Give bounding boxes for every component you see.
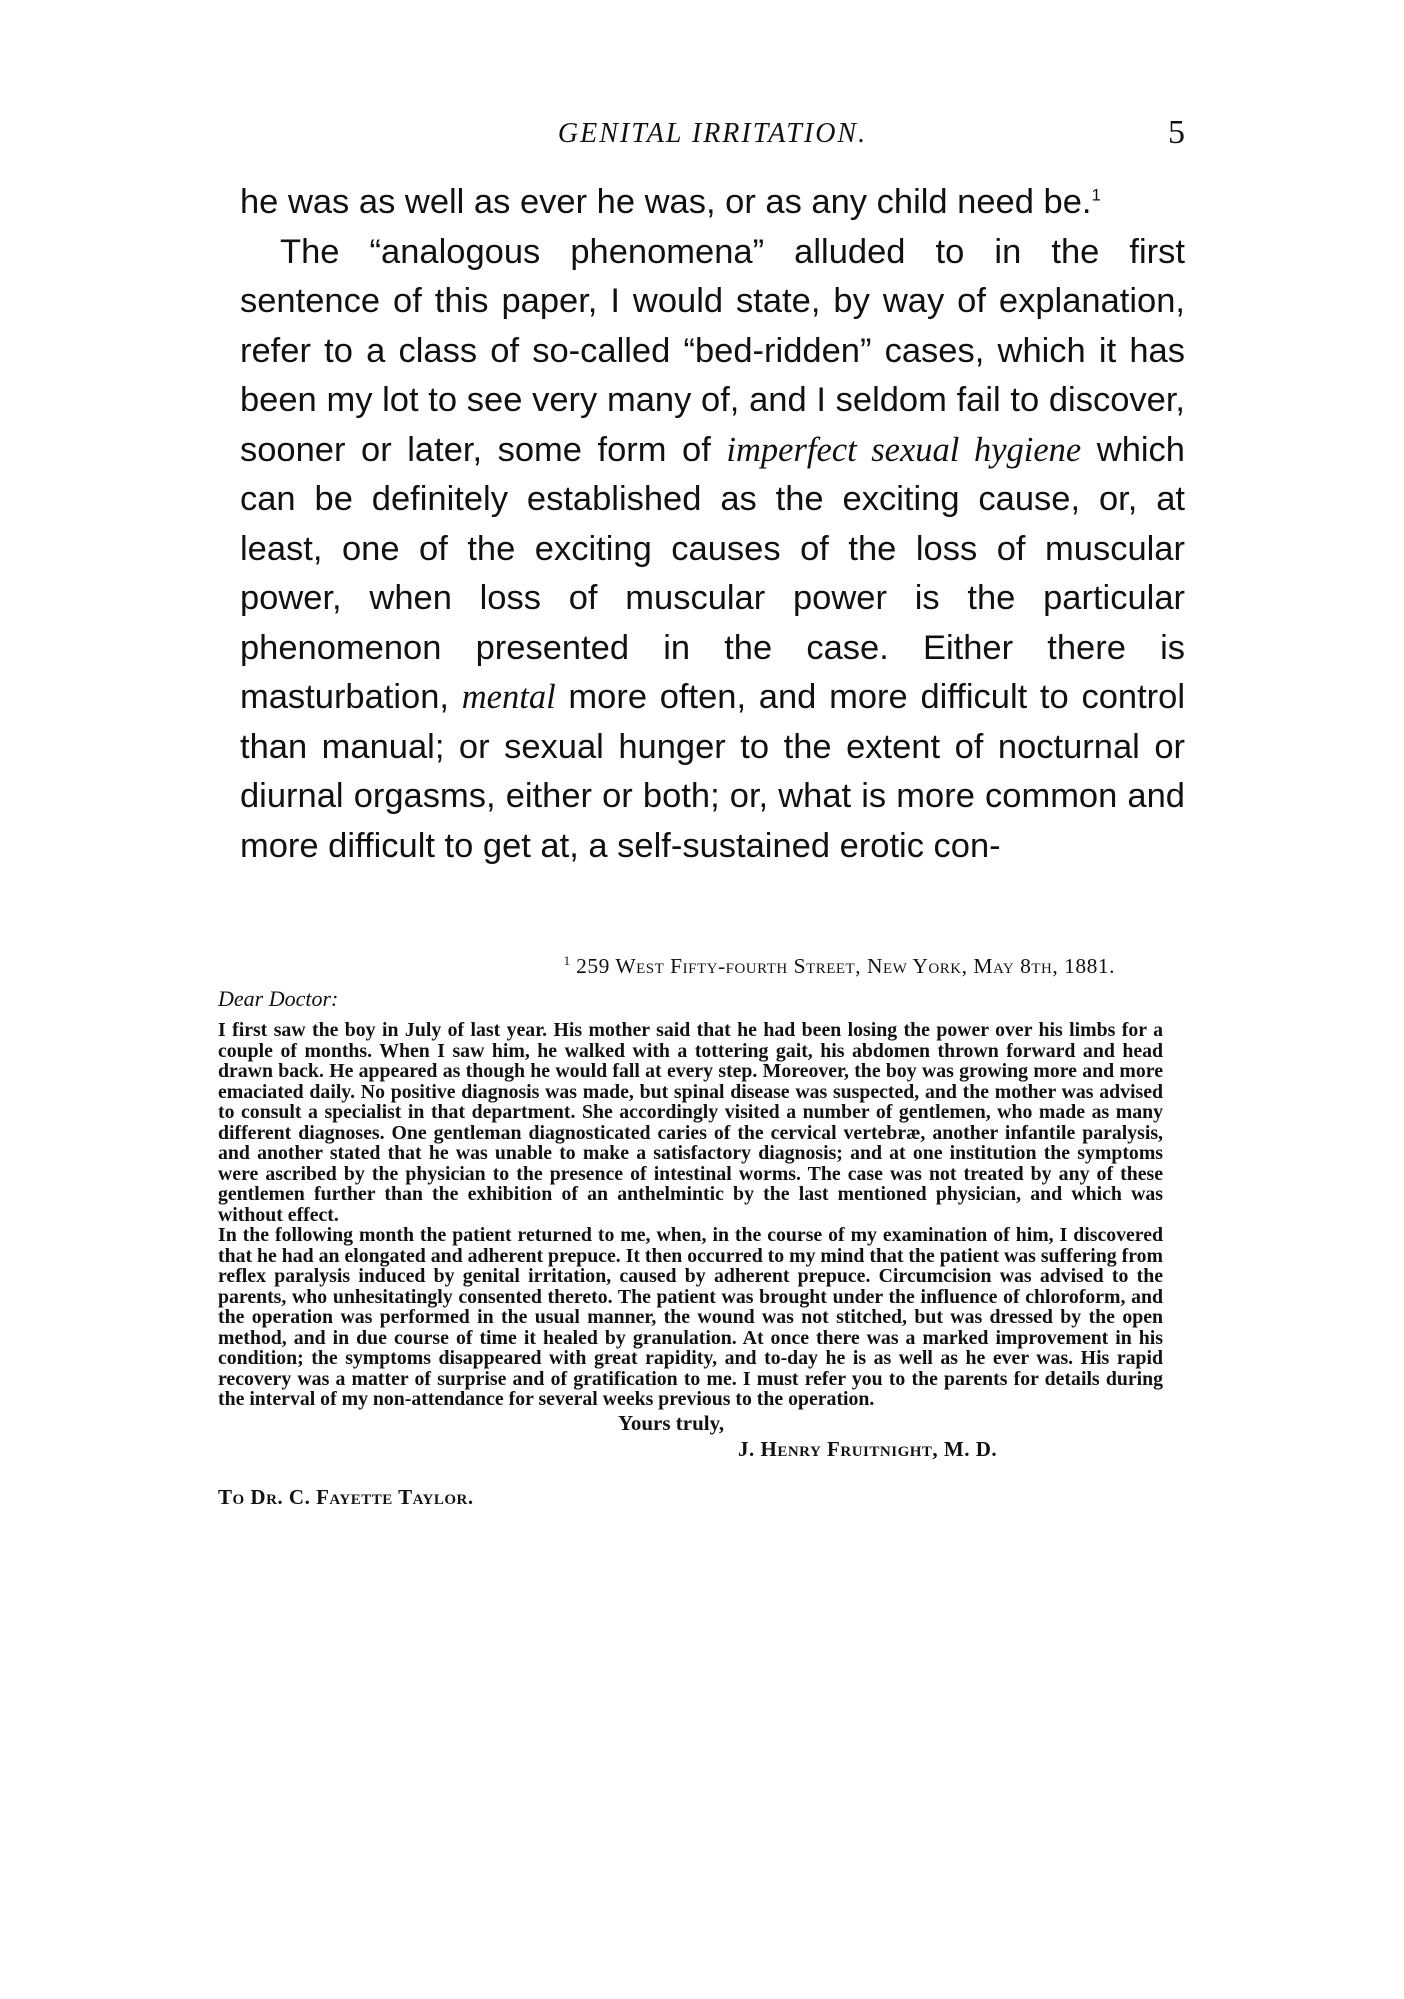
letter-paragraph-2: In the following month the patient returned to me, when, in the course of my examination of him, I discovered that he had an elongated and adherent prepuce. It then occurred to my mind that the patient was suffering from reflex paralysis induced by genital irritation, caused by adherent prepuce. Circumcision was advised to the parents, who unhesitatingly consented thereto. The patient was brought under the influence of chloroform, and the operation was performed in the usual manner, the wound was not stitched, but was dressed by the open method, and in due course of time it healed by granulation. At once there was a marked improvement in his condition; the symptoms disappeared with great rapidity, and to-day he is as well as he ever was. His rapid recovery was a matter of surprise and of gratification to me. I must refer you to the parents for details during the interval of my non-attendance for several weeks previous to the operation. [218,1224,1163,1410]
footnote-date-text: 259 West Fifty-fourth Street, New York, May 8th, 1881. [576,954,1115,978]
letter-paragraph-1: I first saw the boy in July of last year. His mother said that he had been losing the power over his limbs for a couple of months. When I saw him, he walked with a tottering gait, his abdomen thrown forward and head drawn back. He appeared as though he would fall at every step. Moreover, the boy was growing more and more emaciated daily. No positive diagnosis was made, but spinal disease was suspected, and the mother was advised to consult a specialist in that department. She accordingly visited a number of gentlemen, who made as many different diagnoses. One gentleman diagnosticated caries of the cervical vertebræ, another infantile paralysis, and another stated that he was unable to make a satisfactory diagnosis; and at one institution the symptoms were ascribed by the physician to the presence of intestinal worms. The case was not treated by any of these gentlemen further than the exhibition of an anthelmintic by the last mentioned physician, and which was without effect. [218,1019,1163,1226]
paragraph-text-part-3: more often, and more difficult to control than manual; or sexual hunger to the extent of nocturnal or diurnal orgasms, either or both; or, what is more common and more difficult to get at, a self-sustained erotic con- [240,678,1185,865]
main-text [240,178,1185,871]
letter-recipient: To Dr. C. Fayette Taylor. [218,1484,474,1509]
footnote-marker: 1 [563,952,571,968]
footnote-date-line [218,952,1163,980]
letter-closing: Yours truly, [618,1410,725,1435]
paragraph-text-part-2: which can be definitely established as the exciting cause, or, at least, one of the exciting causes of the loss of muscular power, when loss of muscular power is the particular phenomenon presented in the case. Either there is masturbation, [240,430,1185,716]
letter-signature: J. Henry Fruitnight, M. D. [738,1436,998,1461]
italic-phrase-imperfect-hygiene: imperfect sexual hygiene [726,430,1082,469]
paragraph-analogous-phenomena [240,228,1185,872]
letter-salutation: Dear Doctor: [218,986,339,1011]
running-title: GENITAL IRRITATION. [557,118,868,149]
running-head [240,114,1185,158]
paragraph-continued [240,178,1185,228]
page-number: 5 [1168,114,1185,151]
footnote-reference: 1 [1091,185,1101,205]
paragraph-continued-text: he was as well as ever he was, or as any child need be. [240,183,1092,221]
italic-word-mental: mental [461,678,556,716]
footnote [218,952,1163,1510]
paragraph-text-part-1: The “analogous phenomena” alluded to in the first sentence of this paper, I would state, by way of explanation, refer to a class of so-called “bed-ridden” cases, which it has been my lot to see very many of, and I seldom fail to discover, sooner or later, some form of [240,232,1185,469]
